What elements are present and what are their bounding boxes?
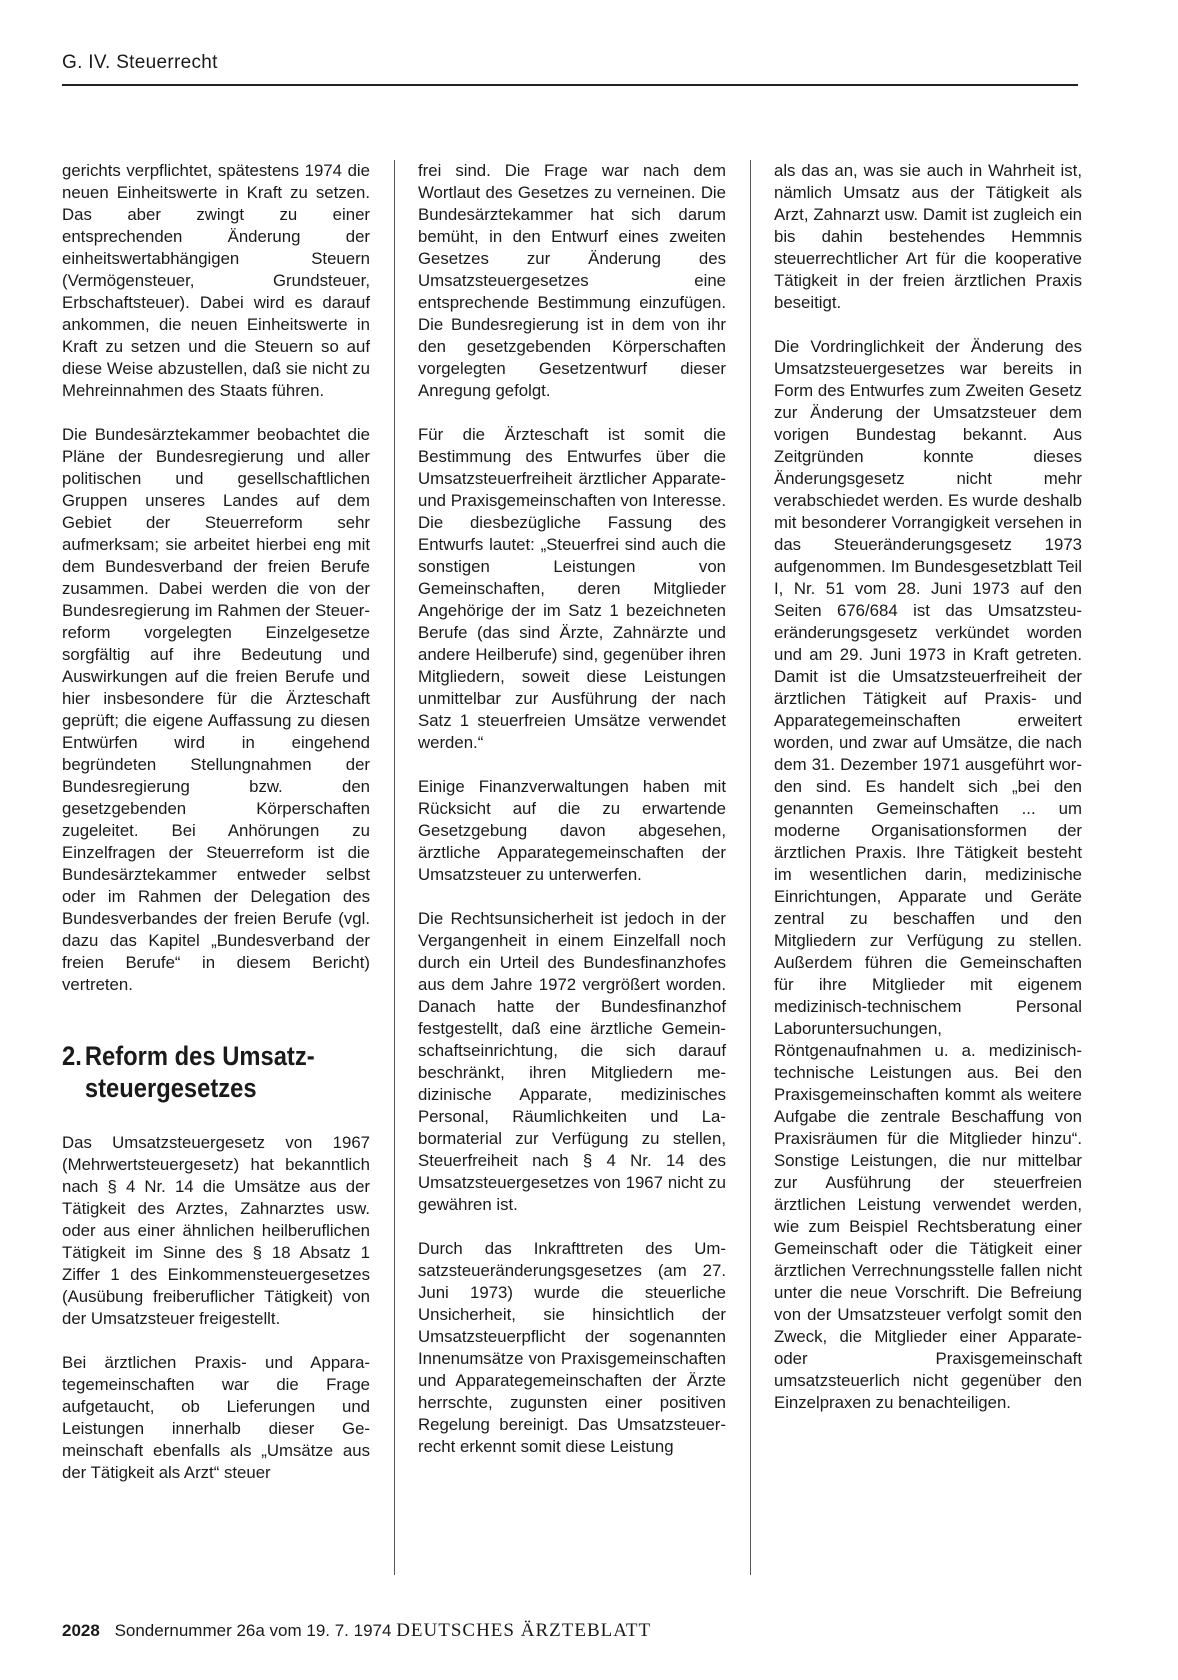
section-heading-text: Reform des Umsatzsteuergesetzes bbox=[84, 1041, 315, 1103]
paragraph: Durch das Inkrafttreten des Umsatzsteueränderungsgesetzes (am 27. Juni 1973) wurde die steuerliche Unsicherheit, sie hinsichtlich der Umsatzsteuerpflicht der sogenannten Innenumsätze von Praxisgemeinschaften und Apparategemeinschaften der Ärzte herrschte, zugunsten einer positiven Regelung bereinigt. Das Umsatzsteuerrecht erkennt somit diese Leistung bbox=[418, 1239, 726, 1456]
section-number: 2. bbox=[62, 1041, 82, 1071]
paragraph: Die Rechtsunsicherheit ist jedoch in der Vergangenheit in einem Einzelfall noch durch ein Urteil des Bundesfinanzhofes aus dem Jahre 1972 vergrößert worden. Danach hatte der Bundesfinanzhof festgestellt, daß eine ärztliche Gemeinschaftseinrichtung, die sich darauf beschränkt, ihren Mitgliedern medizinische Apparate, medizinisches Personal, Räumlichkeiten und Labormaterial zur Verfügung zu stellen, Steuerfreiheit nach § 4 Nr. 14 des Umsatzsteuergesetzes von 1967 nicht zu gewähren ist. bbox=[418, 909, 726, 1214]
paragraph: frei sind. Die Frage war nach dem Wortlaut des Gesetzes zu verneinen. Die Bundesärztekammer hat sich darum bemüht, in den Entwurf eines zweiten Gesetzes zur Änderung des Umsatzsteuergesetzes eine entsprechende Bestimmung einzufügen. Die Bundesregierung ist in dem von ihr den gesetzgebenden Körperschaften vorgelegten Gesetzentwurf dieser Anregung gefolgt. bbox=[418, 161, 726, 400]
paragraph: gerichts verpflichtet, spätestens 1974 die neuen Einheitswerte in Kraft zu setzen. Das aber zwingt zu einer entsprechenden Änderung der einheitswertabhängigen Steuern (Vermögensteuer, Grundsteuer, Erbschaftsteuer). Dabei wird es darauf ankommen, die neuen Einheitswerte in Kraft zu setzen und die Steuern so auf diese Weise abzustellen, daß sie nicht zu Mehreinnahmen des Staats führen. bbox=[62, 161, 370, 400]
header-rule bbox=[62, 84, 1078, 86]
paragraph: Das Umsatzsteuergesetz von 1967 (Mehrwertsteuergesetz) hat bekanntlich nach § 4 Nr. 14 die Umsätze aus der Tätigkeit des Arztes, Zahnarztes usw. oder aus einer ähnlichen heilberuflichen Tätigkeit im Sinne des § 18 Absatz 1 Ziffer 1 des Einkommensteuergesetzes (Ausübung freiberuflicher Tätigkeit) von der Umsatzsteuer freigestellt. bbox=[62, 1133, 370, 1328]
issue-info: Sondernummer 26a vom 19. 7. 1974 bbox=[114, 1621, 392, 1640]
column-3 bbox=[774, 160, 1082, 1414]
paragraph: Für die Ärzteschaft ist somit die Bestimmung des Entwurfes über die Umsatzsteuerfreiheit ärztlicher Apparate- und Praxisgemeinschaften von Interesse. Die diesbezügliche Fassung des Entwurfs lautet: „Steuerfrei sind auch die sonstigen Leistungen von Gemeinschaften, deren Mitglieder Angehörige der im Satz 1 bezeichneten Berufe (das sind Ärzte, Zahnärzte und andere Heilberufe) sind, gegenüber ihren Mitgliedern, soweit diese Leistungen unmittelbar zur Ausführung der nach Satz 1 steuerfreien Umsätze verwendet werden.“ bbox=[418, 425, 726, 752]
text-columns bbox=[62, 160, 1082, 1580]
page-number: 2028 bbox=[62, 1621, 100, 1640]
paragraph: Bei ärztlichen Praxis- und Apparategemeinschaften war die Frage aufgetaucht, ob Lieferungen und Leistungen innerhalb dieser Gemeinschaft ebenfalls als „Umsätze aus der Tätigkeit als Arzt“ steuer bbox=[62, 1353, 370, 1482]
paragraph: Einige Finanzverwaltungen haben mit Rücksicht auf die zu erwartende Gesetzgebung davon abgesehen, ärztliche Apparategemeinschaften der Umsatzsteuer zu unterwerfen. bbox=[418, 777, 726, 884]
paragraph: Die Vordringlichkeit der Änderung des Umsatzsteuergesetzes war bereits in Form des Entwurfes zum Zweiten Gesetz zur Änderung der Umsatzsteuer dem vorigen Bundestag bekannt. Aus Zeitgründen konnte dieses Änderungsgesetz nicht mehr verabschiedet werden. Es wurde deshalb mit besonderer Vorrangigkeit versehen in das Steueränderungsgesetz 1973 aufgenommen. Im Bundesgesetzblatt Teil I, Nr. 51 vom 28. Juni 1973 auf den Seiten 676/684 ist das Umsatzsteueränderungsgesetz verkündet worden und am 29. Juni 1973 in Kraft getreten. Damit ist die Umsatzsteuerfreiheit der ärztlichen Tätigkeit auf Praxis- und Apparategemeinschaften erweitert worden, und zwar auf Umsätze, die nach dem 31. Dezember 1971 ausgeführt worden sind. Es handelt sich „bei den genannten Gemeinschaften ... um moderne Organisationsformen der ärztlichen Praxis. Ihre Tätigkeit besteht im wesentlichen darin, medizinische Einrichtungen, Apparate und Geräte zentral zu beschaffen und den Mitgliedern zur Verfügung zu stellen. Außerdem führen die Gemeinschaften für ihre Mitglieder mit eigenem medizinisch-technischem Personal Laboruntersuchungen, Röntgenaufnahmen u. a. medizinisch-technische Leistungen aus. Bei den Praxisgemeinschaften kommt als weitere Aufgabe die zentrale Beschaffung von Praxisräumen für die Mitglieder hinzu“. Sonstige Leistungen, die nur mittelbar zur Ausführung der steuerfreien ärztlichen Leistung verwendet werden, wie zum Beispiel Rechtsberatung einer Gemeinschaft oder die Tätigkeit einer ärztlichen Verrechnungsstelle fallen nicht unter die neue Vorschrift. Die Befreiung von der Umsatzsteuer verfolgt somit den Zweck, die Mitglieder einer Apparate- oder Praxisgemeinschaft umsatzsteuerlich nicht gegenüber den Einzelpraxen zu benachteiligen. bbox=[774, 337, 1082, 1412]
page-footer bbox=[62, 1620, 651, 1642]
column-divider bbox=[750, 160, 751, 1575]
page-header bbox=[62, 52, 1078, 86]
paragraph: Die Bundesärztekammer beobachtet die Pläne der Bundesregierung und aller politischen und gesellschaftlichen Gruppen unseres Landes auf dem Gebiet der Steuerreform sehr aufmerksam; sie arbeitet hierbei eng mit dem Bundesverband der freien Berufe zusammen. Dabei werden die von der Bundesregierung im Rahmen der Steuerreform vorgelegten Einzelgesetze sorgfältig auf ihre Bedeutung und Auswirkungen auf die freien Berufe und hier insbesondere für die Ärzteschaft geprüft; die eigene Auffassung zu diesen Entwürfen wird in eingehend begründeten Stellungnahmen der Bundesregierung bzw. den gesetzgebenden Körperschaften zugeleitet. Bei Anhörungen zu Einzelfragen der Steuerreform ist die Bundesärztekammer entweder selbst oder im Rahmen der Delegation des Bundesverbandes der freien Berufe (vgl. dazu das Kapitel „Bundesverband der freien Berufe“ in diesem Bericht) vertreten. bbox=[62, 425, 370, 994]
journal-name: DEUTSCHES ÄRZTEBLATT bbox=[396, 1620, 652, 1641]
section-heading bbox=[62, 1040, 333, 1104]
column-1 bbox=[62, 160, 370, 1484]
section-title: G. IV. Steuerrecht bbox=[62, 52, 218, 73]
column-divider bbox=[394, 160, 395, 1575]
paragraph: als das an, was sie auch in Wahrheit ist, nämlich Umsatz aus der Tätigkeit als Arzt, Zahnarzt usw. Damit ist zugleich ein bis dahin bestehendes Hemmnis steuerrechtlicher Art für die kooperative Tätigkeit in der freien ärztlichen Praxis beseitigt. bbox=[774, 161, 1082, 312]
column-2 bbox=[418, 160, 726, 1458]
